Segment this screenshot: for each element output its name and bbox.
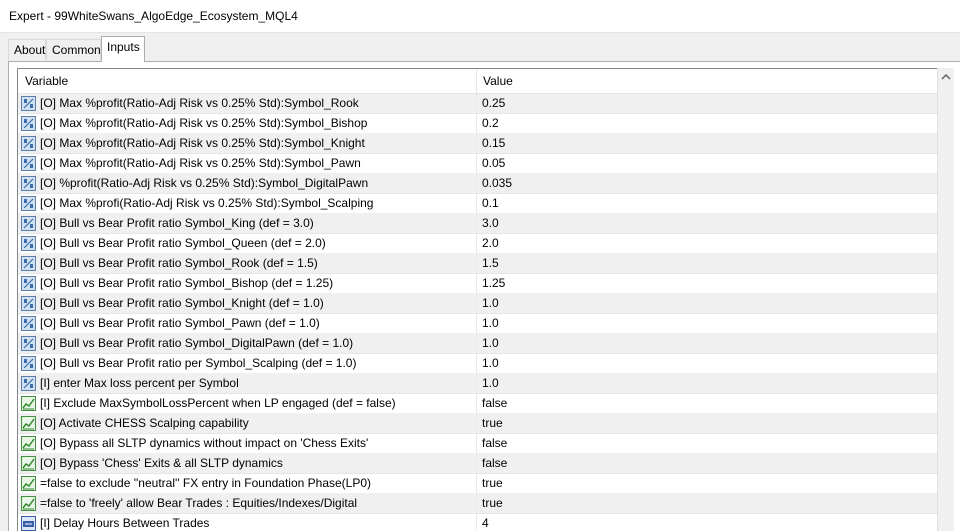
table-row[interactable] [18, 154, 937, 174]
window-title: Expert - 99WhiteSwans_AlgoEdge_Ecosystem_MQL4 [9, 9, 298, 23]
value-cell[interactable]: 1.5 [482, 256, 499, 270]
column-header-value[interactable]: Value [483, 74, 513, 88]
tab-common[interactable] [46, 39, 101, 60]
tab-inputs-label: Inputs [107, 40, 140, 54]
table-row[interactable] [18, 334, 937, 354]
bool-icon [21, 496, 36, 511]
double-icon [21, 116, 36, 131]
tab-inputs[interactable] [101, 36, 145, 62]
table-row[interactable] [18, 374, 937, 394]
value-cell[interactable]: 0.1 [482, 196, 499, 210]
variable-cell[interactable] [18, 494, 477, 513]
int-icon [21, 516, 36, 531]
vertical-scrollbar[interactable] [937, 68, 954, 531]
double-icon [21, 176, 36, 191]
variable-name: [O] Bull vs Bear Profit ratio Symbol_Rook (def = 1.5) [40, 256, 318, 270]
variable-cell[interactable] [18, 294, 477, 313]
variable-cell[interactable] [18, 434, 477, 453]
variable-name: [O] Bypass 'Chess' Exits & all SLTP dynamics [40, 456, 283, 470]
table-row[interactable] [18, 394, 937, 414]
variable-name: [O] Bull vs Bear Profit ratio Symbol_DigitalPawn (def = 1.0) [40, 336, 354, 350]
table-row[interactable] [18, 254, 937, 274]
double-icon [21, 356, 36, 371]
variable-cell[interactable] [18, 514, 477, 531]
value-cell[interactable]: false [482, 436, 508, 450]
table-row[interactable] [18, 294, 937, 314]
table-row[interactable] [18, 194, 937, 214]
table-row[interactable] [18, 434, 937, 454]
double-icon [21, 156, 36, 171]
table-row[interactable] [18, 174, 937, 194]
value-cell[interactable]: 2.0 [482, 236, 499, 250]
variable-cell[interactable] [18, 414, 477, 433]
tab-about-label: About [14, 43, 46, 57]
bool-icon [21, 476, 36, 491]
variable-name: [I] Exclude MaxSymbolLossPercent when LP engaged (def = false) [40, 396, 396, 410]
double-icon [21, 316, 36, 331]
table-row[interactable] [18, 274, 937, 294]
table-row[interactable] [18, 234, 937, 254]
variable-cell[interactable] [18, 314, 477, 333]
double-icon [21, 216, 36, 231]
table-row[interactable] [18, 514, 937, 531]
double-icon [21, 136, 36, 151]
table-row[interactable] [18, 314, 937, 334]
table-row[interactable] [18, 94, 937, 114]
value-cell[interactable]: 3.0 [482, 216, 499, 230]
value-cell[interactable]: 1.0 [482, 336, 499, 350]
variable-name: =false to exclude ''neutral'' FX entry in Foundation Phase(LP0) [40, 476, 372, 490]
variable-cell[interactable] [18, 114, 477, 133]
variable-name: [O] Bull vs Bear Profit ratio Symbol_King (def = 3.0) [40, 216, 314, 230]
double-icon [21, 196, 36, 211]
double-icon [21, 236, 36, 251]
value-cell[interactable]: 1.0 [482, 376, 499, 390]
variable-name: [O] Max %profit(Ratio-Adj Risk vs 0.25% Std):Symbol_Rook [40, 96, 359, 110]
variable-name: [O] Bull vs Bear Profit ratio per Symbol_Scalping (def = 1.0) [40, 356, 357, 370]
column-header-variable[interactable]: Variable [18, 69, 477, 93]
table-row[interactable] [18, 354, 937, 374]
grid-rows [18, 94, 937, 531]
value-cell[interactable]: false [482, 456, 508, 470]
double-icon [21, 336, 36, 351]
variable-cell[interactable] [18, 134, 477, 153]
table-row[interactable] [18, 454, 937, 474]
title-bar [0, 0, 960, 33]
double-icon [21, 276, 36, 291]
table-row[interactable] [18, 114, 937, 134]
table-row[interactable] [18, 414, 937, 434]
table-row[interactable] [18, 494, 937, 514]
double-icon [21, 256, 36, 271]
variable-cell[interactable] [18, 274, 477, 293]
variable-cell[interactable] [18, 214, 477, 233]
variable-name: [O] %profit(Ratio-Adj Risk vs 0.25% Std):Symbol_DigitalPawn [40, 176, 369, 190]
variable-cell[interactable] [18, 254, 477, 273]
variable-name: [O] Activate CHESS Scalping capability [40, 416, 249, 430]
variable-cell[interactable] [18, 174, 477, 193]
value-cell[interactable]: 0.25 [482, 96, 506, 110]
bool-icon [21, 456, 36, 471]
value-cell[interactable]: 0.05 [482, 156, 506, 170]
bool-icon [21, 436, 36, 451]
variable-cell[interactable] [18, 374, 477, 393]
value-cell[interactable]: 4 [482, 516, 489, 530]
variable-name: =false to 'freely' allow Bear Trades : Equities/Indexes/Digital [40, 496, 358, 510]
value-cell[interactable]: 0.035 [482, 176, 513, 190]
tab-common-label: Common [52, 43, 101, 57]
double-icon [21, 296, 36, 311]
grid-header [18, 69, 937, 94]
value-cell[interactable]: 1.0 [482, 316, 499, 330]
value-cell[interactable]: true [482, 416, 503, 430]
variable-cell[interactable] [18, 234, 477, 253]
value-cell[interactable]: 0.2 [482, 116, 499, 130]
value-cell[interactable]: 1.25 [482, 276, 506, 290]
variable-name: [O] Max %profit(Ratio-Adj Risk vs 0.25% Std):Symbol_Knight [40, 136, 365, 150]
variable-name: [O] Max %profit(Ratio-Adj Risk vs 0.25% Std):Symbol_Pawn [40, 156, 361, 170]
tab-about[interactable] [8, 39, 46, 60]
chevron-up-icon [941, 73, 951, 80]
value-cell[interactable]: 0.15 [482, 136, 506, 150]
variable-name: [O] Bull vs Bear Profit ratio Symbol_Bishop (def = 1.25) [40, 276, 334, 290]
scroll-up-button[interactable] [938, 68, 954, 85]
variable-cell[interactable] [18, 394, 477, 413]
inputs-grid[interactable] [17, 68, 937, 531]
bool-icon [21, 396, 36, 411]
value-cell[interactable]: 1.0 [482, 356, 499, 370]
variable-cell[interactable] [18, 354, 477, 373]
variable-cell[interactable] [18, 474, 477, 493]
value-cell[interactable]: true [482, 496, 503, 510]
variable-cell[interactable] [18, 334, 477, 353]
double-icon [21, 376, 36, 391]
variable-cell[interactable] [18, 94, 477, 113]
table-row[interactable] [18, 134, 937, 154]
variable-cell[interactable] [18, 454, 477, 473]
value-cell[interactable]: 1.0 [482, 296, 499, 310]
variable-name: [O] Bypass all SLTP dynamics without impact on 'Chess Exits' [40, 436, 369, 450]
bool-icon [21, 416, 36, 431]
value-cell[interactable]: true [482, 476, 503, 490]
value-cell[interactable]: false [482, 396, 508, 410]
variable-cell[interactable] [18, 194, 477, 213]
variable-name: [O] Bull vs Bear Profit ratio Symbol_Queen (def = 2.0) [40, 236, 326, 250]
table-row[interactable] [18, 214, 937, 234]
variable-name: [O] Bull vs Bear Profit ratio Symbol_Pawn (def = 1.0) [40, 316, 320, 330]
variable-name: [I] Delay Hours Between Trades [40, 516, 210, 530]
variable-cell[interactable] [18, 154, 477, 173]
variable-name: [O] Max %profi(Ratio-Adj Risk vs 0.25% Std):Symbol_Scalping [40, 196, 374, 210]
variable-name: [O] Bull vs Bear Profit ratio Symbol_Knight (def = 1.0) [40, 296, 324, 310]
variable-name: [O] Max %profit(Ratio-Adj Risk vs 0.25% Std):Symbol_Bishop [40, 116, 368, 130]
table-row[interactable] [18, 474, 937, 494]
variable-name: [I] enter Max loss percent per Symbol [40, 376, 239, 390]
double-icon [21, 96, 36, 111]
